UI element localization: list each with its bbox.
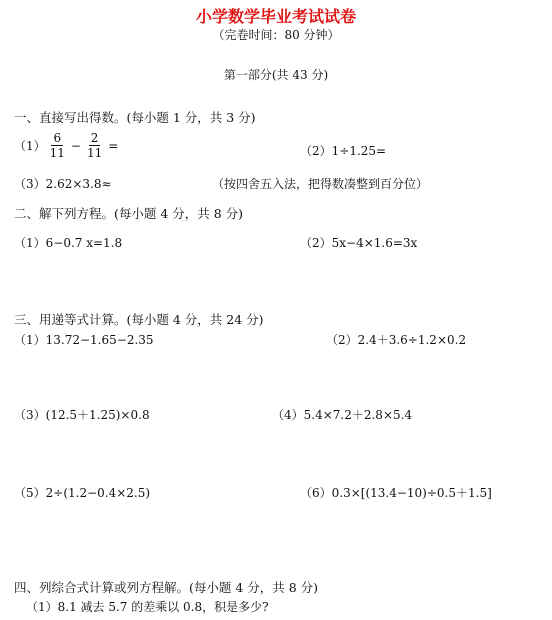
section-1-question-1 bbox=[14, 131, 120, 160]
fraction-2-denominator: 11 bbox=[86, 146, 103, 160]
section-3-question-6: （6）0.3×[(13.4−10)÷0.5＋1.5] bbox=[300, 486, 492, 500]
fraction-1-numerator: 6 bbox=[53, 131, 62, 145]
section-2-question-1: （1）6−0.7 x=1.8 bbox=[14, 236, 123, 250]
fraction-1 bbox=[48, 131, 67, 160]
section-3-heading: 三、用递等式计算。(每小题 4 分，共 24 分) bbox=[14, 312, 264, 327]
section-3-question-1: （1）13.72−1.65−2.35 bbox=[14, 333, 154, 347]
section-4-question-1: （1）8.1 减去 5.7 的差乘以 0.8，积是多少? bbox=[26, 600, 269, 614]
section-3-question-2: （2）2.4＋3.6÷1.2×0.2 bbox=[326, 333, 467, 347]
minus-operator: − bbox=[70, 138, 81, 153]
section-3-question-4: （4）5.4×7.2＋2.8×5.4 bbox=[272, 408, 413, 422]
fraction-2-numerator: 2 bbox=[90, 131, 99, 145]
part-heading: 第一部分(共 43 分) bbox=[223, 68, 329, 82]
question-label: （1） bbox=[14, 139, 46, 153]
page-title: 小学数学毕业考试试卷 bbox=[195, 7, 356, 26]
section-4-heading: 四、列综合式计算或列方程解。(每小题 4 分，共 8 分) bbox=[14, 580, 319, 595]
fraction-2 bbox=[85, 131, 104, 160]
section-1-question-3: （3）2.62×3.8≈ bbox=[14, 177, 112, 191]
time-limit: （完卷时间：80 分钟） bbox=[212, 28, 340, 42]
section-2-question-2: （2）5x−4×1.6=3x bbox=[300, 236, 418, 250]
section-2-heading: 二、解下列方程。(每小题 4 分，共 8 分) bbox=[14, 206, 244, 221]
section-1-heading: 一、直接写出得数。(每小题 1 分，共 3 分) bbox=[14, 110, 256, 125]
equals-sign: = bbox=[108, 138, 119, 153]
section-1-question-2: （2）1÷1.25= bbox=[300, 144, 387, 158]
fraction-1-denominator: 11 bbox=[49, 146, 65, 160]
section-3-question-5: （5）2÷(1.2−0.4×2.5) bbox=[14, 486, 151, 500]
rounding-note: （按四舍五入法，把得数凑整到百分位） bbox=[212, 177, 429, 191]
section-3-question-3: （3）(12.5＋1.25)×0.8 bbox=[14, 408, 150, 422]
